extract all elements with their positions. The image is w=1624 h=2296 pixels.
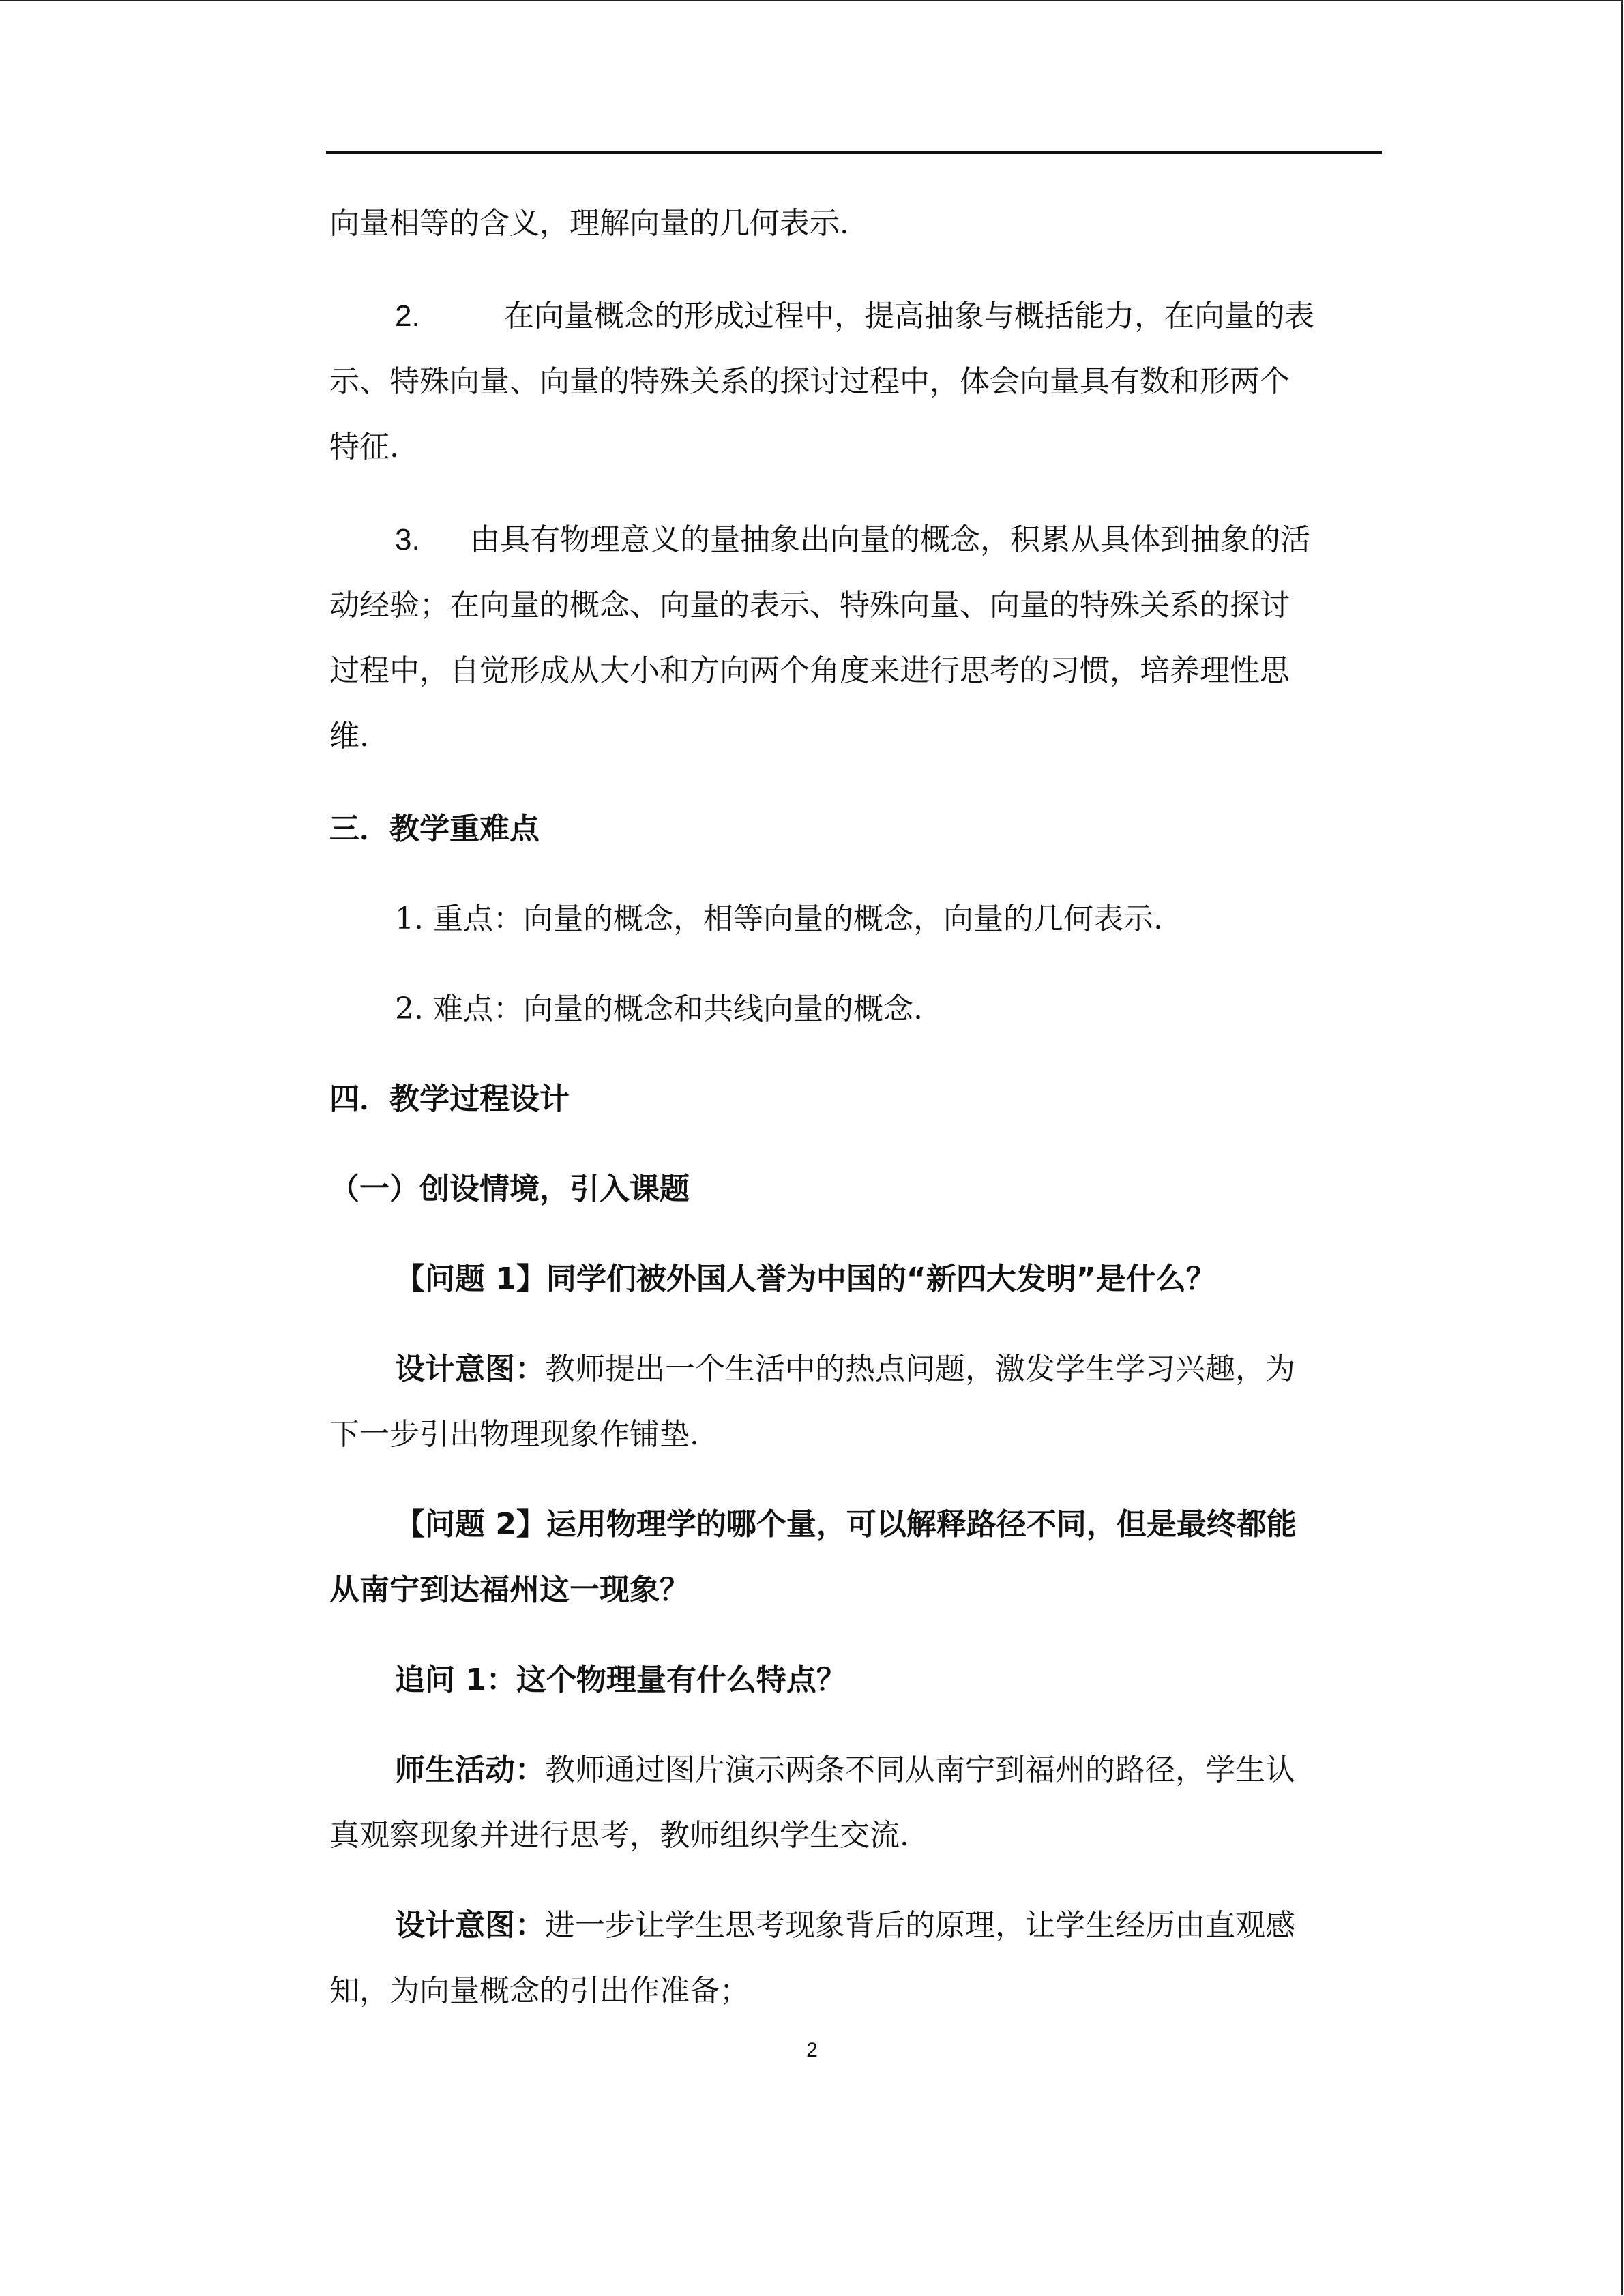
- text-span: 教师提出一个生活中的热点问题，激发学生学习兴趣，为: [545, 1352, 1295, 1386]
- text-line: 知，为向量概念的引出作准备；: [329, 1973, 750, 2008]
- text-span: 由具有物理意义的量抽象出向量的概念，积累从具体到抽象的活: [470, 522, 1310, 557]
- text-line: 动经验；在向量的概念、向量的表示、特殊向量、向量的特殊关系的探讨: [329, 588, 1290, 623]
- text-span: 教师通过图片演示两条不同从南宁到福州的路径，学生认: [545, 1753, 1295, 1787]
- design-intent-line: [329, 1337, 1380, 1402]
- question-line: 【问题 1】同学们被外国人誉为中国的“新四大发明”是什么？: [395, 1262, 1216, 1296]
- text-line: 过程中，自觉形成从大小和方向两个角度来进行思考的习惯，培养理性思: [329, 653, 1290, 688]
- list-number: 2.: [395, 299, 420, 333]
- text-line: 向量相等的含义，理解向量的几何表示.: [329, 206, 849, 241]
- section-heading: 三．教学重难点: [329, 811, 540, 846]
- text-line: 真观察现象并进行思考，教师组织学生交流.: [329, 1818, 909, 1853]
- text-span: 进一步让学生思考现象背后的原理，让学生经历由直观感: [545, 1908, 1295, 1943]
- question-line: 从南宁到达福州这一现象？: [329, 1572, 690, 1607]
- list-number: 3.: [395, 523, 420, 556]
- question-line: 【问题 2】运用物理学的哪个量，可以解释路径不同，但是最终都能: [395, 1507, 1297, 1542]
- header-rule: [326, 151, 1382, 154]
- text-line: 示、特殊向量、向量的特殊关系的探讨过程中，体会向量具有数和形两个: [329, 364, 1290, 399]
- label: 设计意图：: [395, 1352, 545, 1386]
- paragraph-line: [329, 507, 1380, 573]
- document-body: [329, 191, 1380, 2024]
- label: 设计意图：: [395, 1908, 545, 1943]
- text-line: 下一步引出物理现象作铺垫.: [329, 1417, 699, 1452]
- list-item: 1. 重点：向量的概念，相等向量的概念，向量的几何表示.: [395, 901, 1163, 936]
- followup-line: 追问 1：这个物理量有什么特点？: [395, 1663, 846, 1697]
- activity-line: [329, 1738, 1380, 1803]
- text-line: 维.: [329, 719, 369, 754]
- list-item: 2. 难点：向量的概念和共线向量的概念.: [395, 992, 923, 1026]
- section-heading: 四．教学过程设计: [329, 1082, 570, 1116]
- paragraph-line: [329, 284, 1380, 349]
- design-intent-line: [329, 1893, 1380, 1958]
- page-number: 2: [806, 2039, 818, 2061]
- text-span: 在向量概念的形成过程中，提高抽象与概括能力，在向量的表: [504, 299, 1314, 333]
- subsection-heading: （一）创设情境，引入课题: [329, 1172, 690, 1206]
- text-line: 特征.: [329, 430, 399, 464]
- label: 师生活动：: [395, 1753, 545, 1787]
